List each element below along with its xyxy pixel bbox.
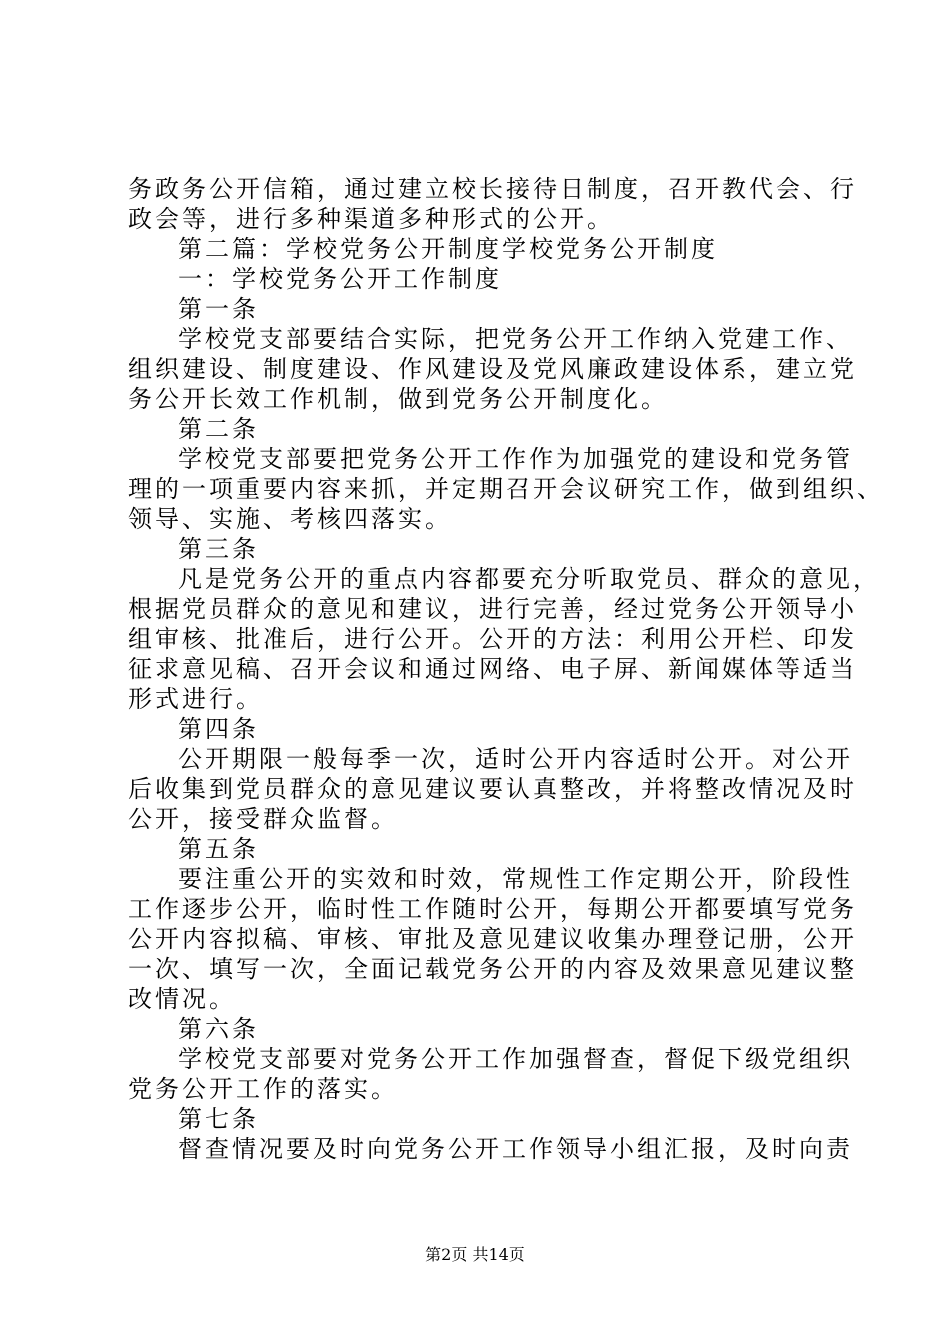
text-line: 党务公开工作的落实。 (128, 1075, 398, 1103)
text-line: 务政务公开信箱，通过建立校长接待日制度，召开教代会、行 (128, 175, 857, 203)
text-line: 务公开长效工作机制，做到党务公开制度化。 (128, 385, 668, 413)
text-line: 学校党支部要把党务公开工作作为加强党的建设和党务管 (178, 445, 853, 473)
text-line: 学校党支部要对党务公开工作加强督查，督促下级党组织 (178, 1045, 853, 1073)
text-line: 第一条 (178, 295, 259, 323)
text-line: 一次、填写一次，全面记载党务公开的内容及效果意见建议整 (128, 955, 857, 983)
text-line: 第三条 (178, 535, 259, 563)
text-line: 一：学校党务公开工作制度 (178, 265, 502, 293)
document-body (128, 174, 884, 1164)
text-line: 公开，接受群众监督。 (128, 805, 398, 833)
text-line: 学校党支部要结合实际，把党务公开工作纳入党建工作、 (178, 325, 853, 353)
text-line: 凡是党务公开的重点内容都要充分听取党员、群众的意见， (178, 565, 880, 593)
text-line: 第七条 (178, 1105, 259, 1133)
text-line: 第二篇：学校党务公开制度学校党务公开制度 (178, 235, 718, 263)
text-line: 政会等，进行多种渠道多种形式的公开。 (128, 205, 614, 233)
text-line: 形式进行。 (128, 685, 263, 713)
text-line: 第六条 (178, 1015, 259, 1043)
text-line: 第二条 (178, 415, 259, 443)
text-line: 公开期限一般每季一次，适时公开内容适时公开。对公开 (178, 745, 853, 773)
text-line: 理的一项重要内容来抓，并定期召开会议研究工作，做到组织、 (128, 475, 884, 503)
text-line: 后收集到党员群众的意见建议要认真整改，并将整改情况及时 (128, 775, 857, 803)
text-line: 领导、实施、考核四落实。 (128, 505, 452, 533)
text-line: 工作逐步公开，临时性工作随时公开，每期公开都要填写党务 (128, 895, 857, 923)
text-line: 督查情况要及时向党务公开工作领导小组汇报，及时向责 (178, 1135, 853, 1163)
text-line: 要注重公开的实效和时效，常规性工作定期公开，阶段性 (178, 865, 853, 893)
text-line: 第四条 (178, 715, 259, 743)
text-line: 组审核、批准后，进行公开。公开的方法：利用公开栏、印发 (128, 625, 857, 653)
text-line: 根据党员群众的意见和建议，进行完善，经过党务公开领导小 (128, 595, 857, 623)
text-line: 征求意见稿、召开会议和通过网络、电子屏、新闻媒体等适当 (128, 655, 857, 683)
page-number-footer: 第2页 共14页 (425, 1245, 525, 1264)
text-line: 改情况。 (128, 985, 236, 1013)
text-line: 公开内容拟稿、审核、审批及意见建议收集办理登记册，公开 (128, 925, 857, 953)
text-line: 组织建设、制度建设、作风建设及党风廉政建设体系，建立党 (128, 355, 857, 383)
text-line: 第五条 (178, 835, 259, 863)
